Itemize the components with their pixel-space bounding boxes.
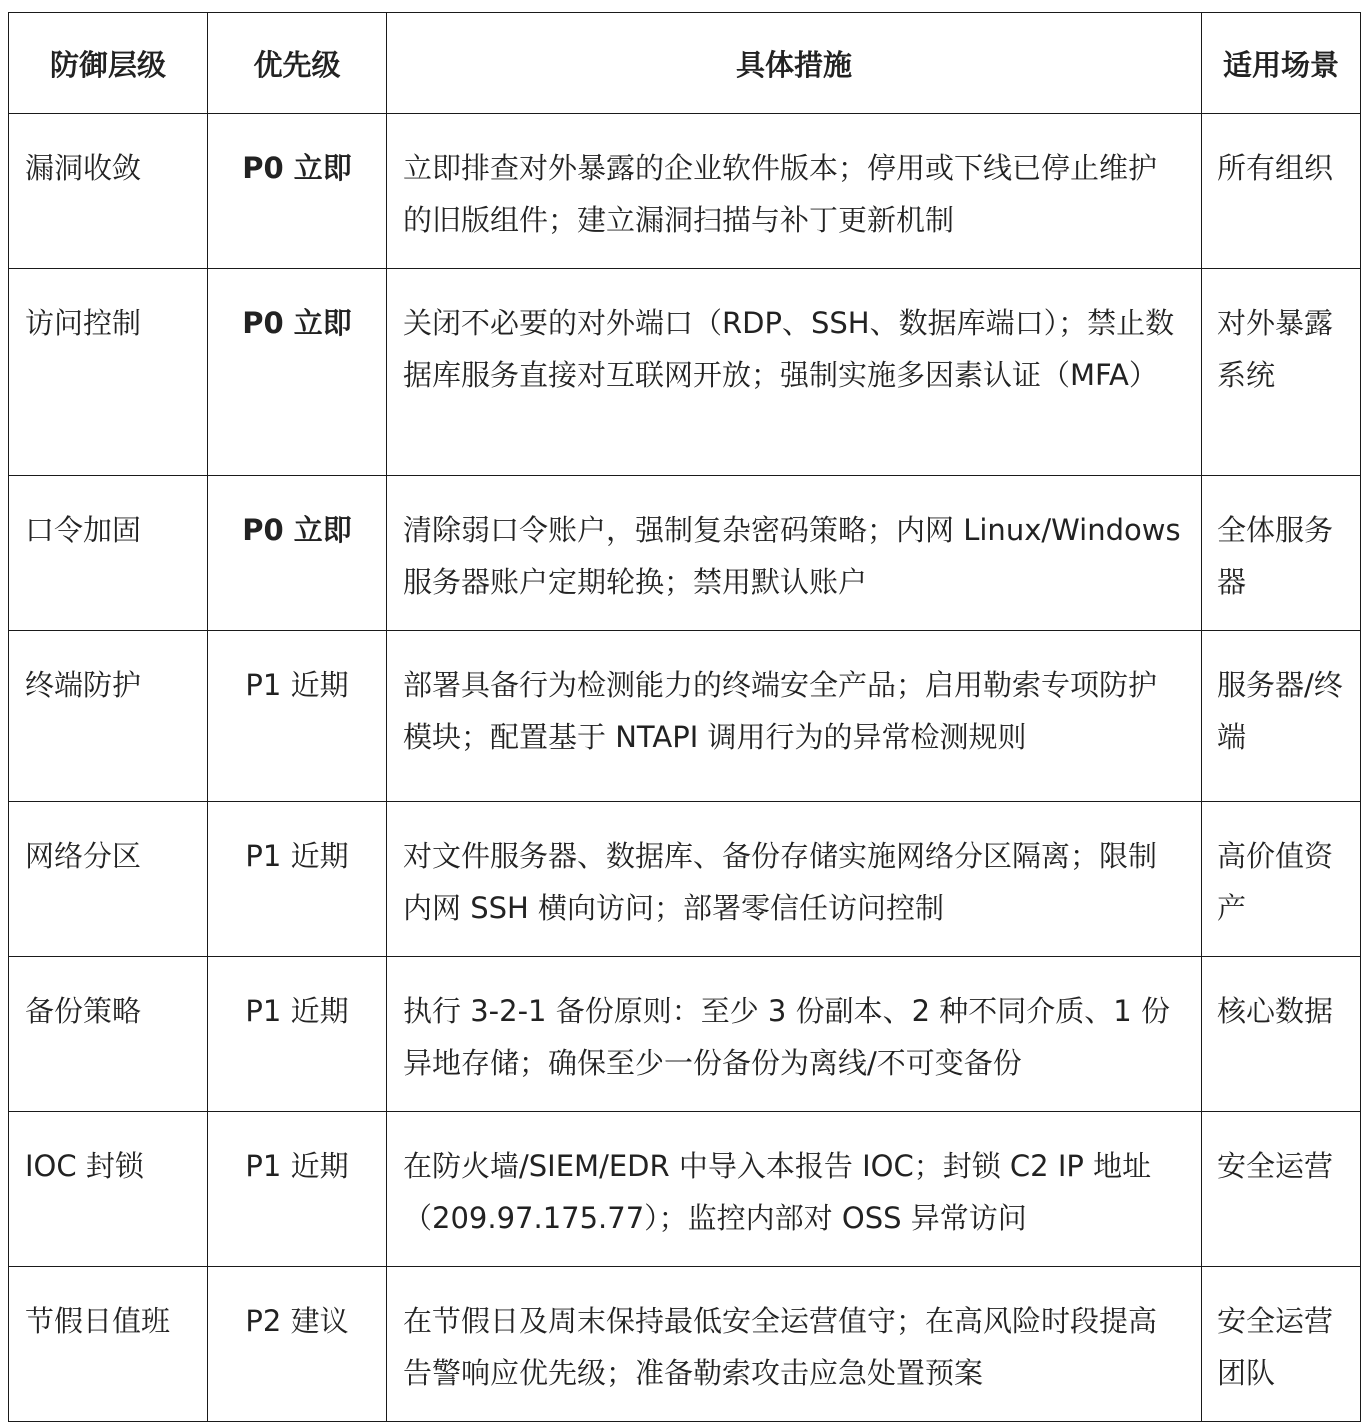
- cell-priority: P1 近期: [208, 1112, 387, 1267]
- cell-defense-level: 网络分区: [9, 802, 208, 957]
- cell-priority: P1 近期: [208, 631, 387, 802]
- cell-measures: 清除弱口令账户，强制复杂密码策略；内网 Linux/Windows 服务器账户定期轮换；禁用默认账户: [387, 476, 1202, 631]
- cell-defense-level: IOC 封锁: [9, 1112, 208, 1267]
- cell-defense-level: 漏洞收敛: [9, 114, 208, 269]
- cell-priority: P1 近期: [208, 957, 387, 1112]
- table-row: [9, 476, 1361, 631]
- table-row: [9, 802, 1361, 957]
- cell-scenario: 安全运营团队: [1202, 1267, 1361, 1422]
- cell-scenario: 高价值资产: [1202, 802, 1361, 957]
- cell-priority: P0 立即: [208, 269, 387, 476]
- table-row: [9, 269, 1361, 476]
- cell-priority: P0 立即: [208, 476, 387, 631]
- cell-priority: P0 立即: [208, 114, 387, 269]
- cell-measures: 在防火墙/SIEM/EDR 中导入本报告 IOC；封锁 C2 IP 地址（209.97.175.77）；监控内部对 OSS 异常访问: [387, 1112, 1202, 1267]
- cell-scenario: 服务器/终端: [1202, 631, 1361, 802]
- cell-defense-level: 访问控制: [9, 269, 208, 476]
- table-row: [9, 631, 1361, 802]
- header-measures: 具体措施: [387, 13, 1202, 114]
- cell-defense-level: 节假日值班: [9, 1267, 208, 1422]
- table-row: [9, 957, 1361, 1112]
- cell-measures: 执行 3-2-1 备份原则：至少 3 份副本、2 种不同介质、1 份异地存储；确保至少一份备份为离线/不可变备份: [387, 957, 1202, 1112]
- cell-measures: 在节假日及周末保持最低安全运营值守；在高风险时段提高告警响应优先级；准备勒索攻击应急处置预案: [387, 1267, 1202, 1422]
- cell-defense-level: 口令加固: [9, 476, 208, 631]
- cell-scenario: 核心数据: [1202, 957, 1361, 1112]
- table-row: [9, 114, 1361, 269]
- cell-scenario: 所有组织: [1202, 114, 1361, 269]
- cell-measures: 立即排查对外暴露的企业软件版本；停用或下线已停止维护的旧版组件；建立漏洞扫描与补丁更新机制: [387, 114, 1202, 269]
- header-scenario: 适用场景: [1202, 13, 1361, 114]
- header-priority: 优先级: [208, 13, 387, 114]
- cell-scenario: 安全运营: [1202, 1112, 1361, 1267]
- defense-measures-table: [8, 12, 1361, 1422]
- header-defense-level: 防御层级: [9, 13, 208, 114]
- cell-measures: 部署具备行为检测能力的终端安全产品；启用勒索专项防护模块；配置基于 NTAPI 调用行为的异常检测规则: [387, 631, 1202, 802]
- cell-measures: 对文件服务器、数据库、备份存储实施网络分区隔离；限制内网 SSH 横向访问；部署零信任访问控制: [387, 802, 1202, 957]
- cell-defense-level: 备份策略: [9, 957, 208, 1112]
- cell-scenario: 对外暴露系统: [1202, 269, 1361, 476]
- table-row: [9, 1267, 1361, 1422]
- cell-defense-level: 终端防护: [9, 631, 208, 802]
- cell-scenario: 全体服务器: [1202, 476, 1361, 631]
- cell-priority: P1 近期: [208, 802, 387, 957]
- cell-measures: 关闭不必要的对外端口（RDP、SSH、数据库端口）；禁止数据库服务直接对互联网开放；强制实施多因素认证（MFA）: [387, 269, 1202, 476]
- table-row: [9, 1112, 1361, 1267]
- cell-priority: P2 建议: [208, 1267, 387, 1422]
- table-header-row: [9, 13, 1361, 114]
